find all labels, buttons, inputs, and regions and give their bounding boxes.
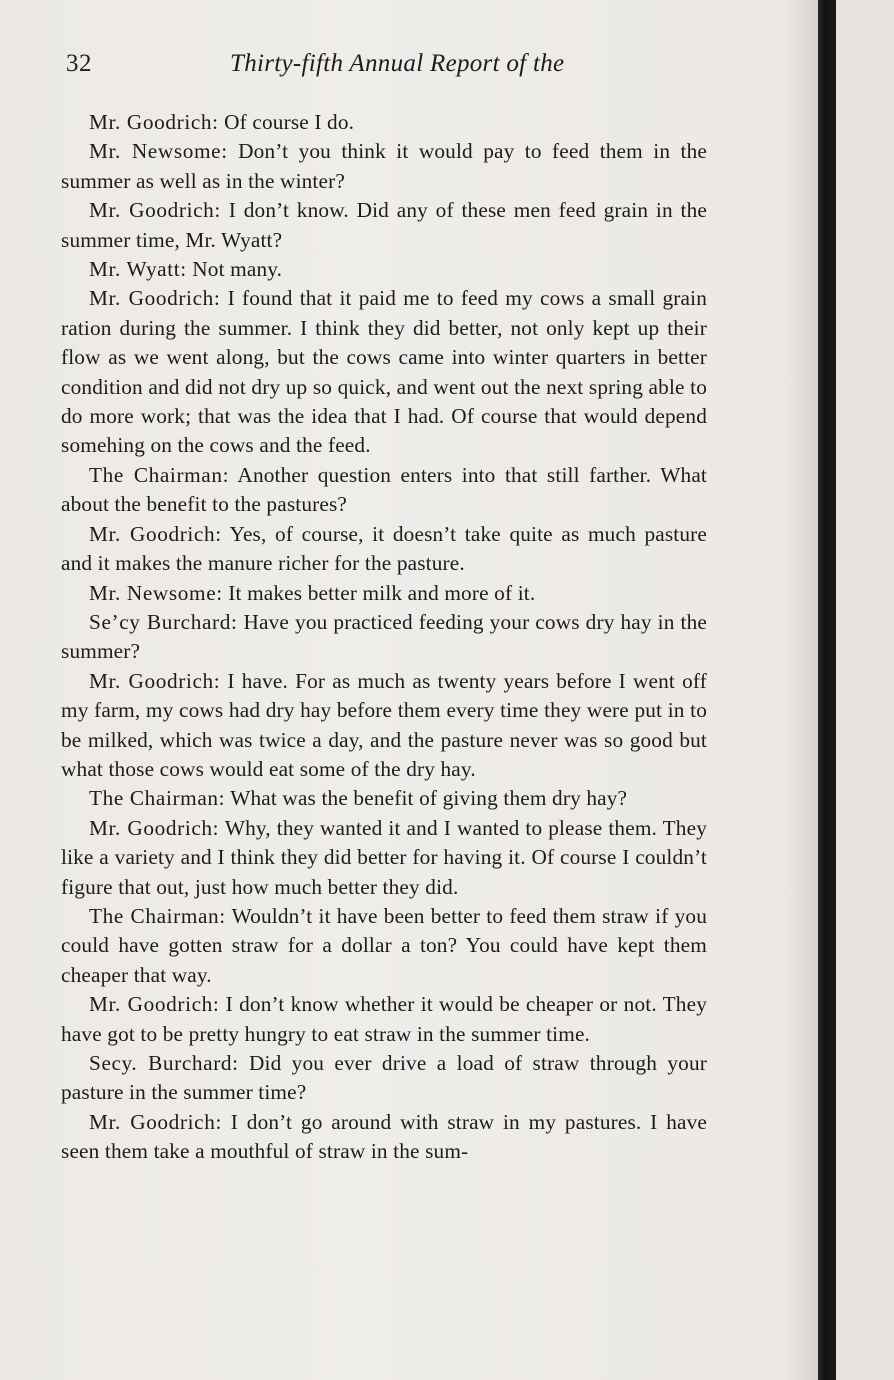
dialogue-paragraph (61, 814, 707, 902)
speech-text: I don’t know. Did any of these men feed grain in the summer time, Mr. Wyatt? (61, 198, 707, 252)
speech-text: I found that it paid me to feed my cows a small grain ration during the summer. I think they did better, not only kept up their flow as we went along, but the cows came into winter quarters in better condition and did not dry up so quick, and went out the next spring able to do more work; that was the idea that I had. Of course that would depend somehing on the cows and the feed. (61, 286, 707, 458)
dialogue-paragraph (61, 784, 707, 813)
speaker-name: Mr. Goodrich: (89, 521, 222, 546)
speaker-name: Mr. Goodrich: (89, 992, 220, 1017)
speaker-name: Mr. Goodrich: (89, 1109, 222, 1134)
dialogue-paragraph (61, 284, 707, 460)
speaker-name: The Chairman: (89, 462, 230, 487)
speaker-name: Mr. Goodrich: (89, 815, 220, 840)
speaker-name: Mr. Newsome: (89, 139, 228, 164)
speaker-name: Secy. Burchard: (89, 1051, 239, 1075)
speech-text: It makes better milk and more of it. (228, 580, 536, 605)
book-spine-edge (818, 0, 836, 1380)
dialogue-paragraph (61, 137, 707, 196)
dialogue-paragraph (61, 667, 707, 785)
speech-text: Yes, of course, it doesn’t take quite as much pasture and it makes the manure richer for the pasture. (61, 521, 707, 576)
speech-text: Of course I do. (224, 110, 355, 134)
speech-text: I don’t go around with straw in my pastures. I have seen them take a mouthful of straw in the sum- (61, 1109, 708, 1164)
dialogue-paragraph (61, 1108, 707, 1167)
dialogue-paragraph (61, 196, 707, 255)
dialogue-paragraph (61, 255, 707, 284)
dialogue-paragraph (61, 902, 707, 990)
speaker-name: Mr. Wyatt: (89, 257, 187, 282)
speaker-name: Mr. Newsome: (89, 580, 223, 605)
speech-text: I have. For as much as twenty years before I went off my farm, my cows had dry hay before them every time they were put in to be milked, which was twice a day, and the pasture never was so good but what those cows would eat some of the dry hay. (61, 668, 707, 781)
speech-text: Don’t you think it would pay to feed them in the summer as well as in the winter? (61, 139, 708, 193)
dialogue-paragraph (61, 579, 707, 608)
speech-text: Not many. (192, 257, 283, 282)
gutter-shadow (788, 0, 818, 1380)
page-header (66, 50, 706, 90)
speaker-name: Mr. Goodrich: (89, 198, 221, 223)
dialogue-paragraph (61, 461, 707, 520)
transcript-body (61, 108, 707, 1167)
speech-text: Another question enters into that still farther. What about the benefit to the pastures? (61, 462, 707, 517)
speaker-name: Mr. Goodrich: (89, 110, 219, 134)
speech-text: What was the benefit of giving them dry hay? (230, 786, 628, 811)
dialogue-paragraph (61, 608, 707, 667)
dialogue-paragraph (61, 520, 707, 579)
dialogue-paragraph (61, 108, 707, 137)
speaker-name: Mr. Goodrich: (89, 286, 221, 311)
speech-text: Why, they wanted it and I wanted to please them. They like a variety and I think they did better for having it. Of course I couldn’t figure that out, just how much better they did. (61, 815, 708, 899)
speaker-name: The Chairman: (89, 786, 226, 811)
speech-text: Did you ever drive a load of straw through your pasture in the summer time? (61, 1051, 707, 1105)
facing-page-edge (836, 0, 894, 1380)
speaker-name: The Chairman: (89, 903, 226, 928)
dialogue-paragraph (61, 990, 707, 1049)
speech-text: I don’t know whether it would be cheaper or not. They have got to be pretty hungry to eat straw in the summer time. (61, 992, 707, 1046)
speaker-name: Mr. Goodrich: (89, 668, 221, 693)
speech-text: Have you practiced feeding your cows dry hay in the summer? (61, 609, 707, 664)
dialogue-paragraph (61, 1049, 707, 1108)
page-number: 32 (66, 50, 92, 77)
speech-text: Wouldn’t it have been better to feed them straw if you could have gotten straw for a dollar a ton? You could have kept them cheaper that way. (61, 903, 707, 987)
speaker-name: Se’cy Burchard: (89, 609, 238, 634)
running-title: Thirty-fifth Annual Report of the (230, 50, 565, 77)
